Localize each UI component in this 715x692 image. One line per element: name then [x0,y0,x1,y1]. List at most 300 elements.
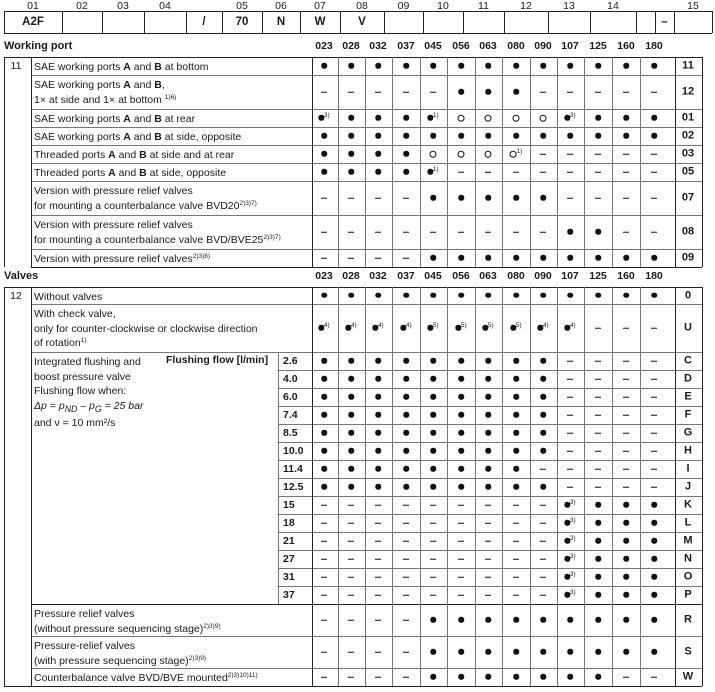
available-dot-icon [458,89,464,95]
availability-cell-107 [567,672,573,683]
not-available-dash-icon [540,231,546,232]
not-available-dash-icon [458,171,464,172]
size-header-032: 032 [369,40,387,52]
available-dot-icon [348,430,354,436]
section-bottom-border [4,686,702,687]
not-available-dash-icon [375,576,381,577]
availability-cell-028 [348,392,354,403]
availability-cell-037 [403,446,409,457]
flushing-formula: $\Delta p = p_{ND} - p_G = 25$ bar [34,399,144,414]
not-available-dash-icon [375,619,381,620]
not-available-dash-icon [348,676,354,677]
availability-cell-180 [651,193,657,204]
not-available-dash-icon [348,651,354,652]
availability-cell-045 [430,500,436,511]
not-available-dash-icon [375,651,381,652]
available-dot-icon [540,195,546,201]
availability-cell-063 [485,464,491,475]
availability-cell-063 [485,149,492,160]
not-available-dash-icon [540,594,546,595]
row-description: Without valves [34,291,103,303]
column-divider [502,57,503,267]
availability-cell-160 [623,410,629,421]
availability-cell-090 [540,87,546,98]
column-divider [640,57,641,267]
not-available-dash-icon [485,171,491,172]
availability-cell-063 [485,87,491,98]
not-available-dash-icon [458,558,464,559]
not-available-dash-icon [403,91,409,92]
availability-cell-180 [651,167,657,178]
available-dot-icon [623,255,629,261]
available-dot-icon [651,592,657,598]
available-dot-icon [513,412,519,418]
availability-cell-045 [430,482,436,493]
availability-cell-023 [321,500,327,511]
option-code: 03 [681,147,695,160]
availability-cell-107 [567,392,573,403]
available-dot-icon [430,358,436,364]
availability-cell-107 [567,290,573,301]
availability-cell-037 [403,615,409,626]
column-divider [338,287,339,686]
availability-cell-023 [321,518,327,529]
not-available-dash-icon [651,432,657,433]
not-available-dash-icon [513,540,519,541]
not-available-dash-icon [430,91,436,92]
availability-cell-107 [567,428,573,439]
flushing-description [34,355,164,431]
not-available-dash-icon [651,486,657,487]
available-dot-icon [485,412,491,418]
not-available-dash-icon [458,594,464,595]
not-available-dash-icon [623,231,629,232]
availability-cell-032 [375,113,381,124]
available-dot-icon [651,133,657,139]
available-dot-icon [403,169,409,175]
not-available-dash-icon [651,197,657,198]
not-available-dash-icon [595,153,601,154]
available-dot-icon [485,376,491,382]
availability-cell-090 [540,290,546,301]
not-available-dash-icon [567,432,573,433]
availability-cell-037 [403,647,409,658]
row-divider [31,163,702,164]
availability-cell-063 [485,615,491,626]
not-available-dash-icon [458,576,464,577]
available-dot-icon [513,63,519,69]
availability-cell-160 [623,615,629,626]
availability-cell-180 [651,410,657,421]
availability-cell-160 [623,356,629,367]
available-dot-icon [430,133,436,139]
availability-cell-045 [430,290,436,301]
not-available-dash-icon [595,396,601,397]
available-dot-icon [485,63,491,69]
table-left-border [4,57,5,267]
footnote-ref: 4) [350,321,357,329]
column-divider [475,287,476,686]
availability-cell-056 [458,193,464,204]
availability-cell-032 [375,615,381,626]
available-dot-icon [430,466,436,472]
availability-cell-023 [321,149,327,160]
header-position-number: 11 [478,0,489,12]
availability-cell-063 [485,113,492,124]
available-dot-icon [567,229,573,235]
availability-cell-023 [321,672,327,683]
not-available-dash-icon [651,91,657,92]
available-dot-icon [485,89,491,95]
availability-cell-063 [485,647,491,658]
availability-cell-023 [321,131,327,142]
availability-cell-080 [513,464,519,475]
availability-cell-063 [485,167,491,178]
availability-cell-063 [485,193,491,204]
size-header-023: 023 [315,40,333,52]
row-divider [278,604,702,605]
availability-cell-125 [595,87,601,98]
row-divider [31,109,702,110]
availability-cell-032 [372,323,383,334]
header-position-number: 10 [437,0,449,12]
not-available-dash-icon [623,396,629,397]
available-dot-icon [651,520,657,526]
available-dot-icon [567,255,573,261]
option-code: S [684,645,692,658]
flushing-flow-value: 15 [283,498,295,511]
availability-cell-028 [348,428,354,439]
not-available-dash-icon [430,522,436,523]
section-title-working-port: Working port [4,40,73,52]
flushing-flow-value: 11.4 [283,462,303,475]
available-dot-icon [595,133,601,139]
not-available-dash-icon [567,360,573,361]
availability-cell-037 [403,672,409,683]
footnote-ref: 3) [569,516,576,524]
row-divider [278,388,702,389]
availability-cell-125 [595,647,601,658]
availability-cell-063 [485,227,491,238]
availability-cell-045 [427,167,438,178]
availability-cell-080 [513,672,519,683]
section-number: 12 [10,289,22,302]
available-dot-icon [540,376,546,382]
availability-cell-032 [375,87,381,98]
flushing-flow-value: 2.6 [283,354,298,367]
availability-cell-125 [595,500,601,511]
availability-cell-032 [375,428,381,439]
availability-cell-045 [427,323,438,334]
availability-cell-107 [567,227,573,238]
not-available-dash-icon [651,231,657,232]
not-available-dash-icon [540,504,546,505]
availability-cell-056 [458,356,464,367]
availability-cell-023 [321,227,327,238]
availability-cell-090 [540,253,546,264]
availability-cell-107 [564,554,575,565]
not-available-dash-icon [321,594,327,595]
availability-cell-045 [430,446,436,457]
option-code: O [683,570,693,583]
available-dot-icon [513,674,519,680]
header-code-value: – [661,16,668,28]
header-position-number: 13 [563,0,575,12]
availability-cell-090 [540,428,546,439]
option-code: H [684,444,692,457]
available-dot-icon [623,574,629,580]
available-dot-icon [623,520,629,526]
header-cell-divider [102,11,103,33]
not-available-dash-icon [403,651,409,652]
available-dot-icon [321,63,327,69]
available-dot-icon [595,293,601,299]
availability-cell-080 [510,149,523,160]
availability-cell-180 [651,356,657,367]
availability-cell-032 [375,392,381,403]
availability-cell-160 [623,374,629,385]
size-header-028: 028 [342,40,360,52]
row-description: Version with pressure relief valves for mounting a counterbalance valve $BVD20^{2)3)7)}$ [34,185,257,212]
column-divider [338,57,339,267]
header-position-number: 06 [275,0,287,12]
availability-cell-028 [345,323,356,334]
available-dot-icon [513,649,519,655]
available-dot-icon [403,394,409,400]
availability-cell-023 [321,253,327,264]
availability-cell-056 [458,131,464,142]
available-dot-icon [595,229,601,235]
available-dot-icon [540,617,546,623]
available-dot-icon [485,617,491,623]
footnote-ref: 4) [377,321,384,329]
column-divider [475,57,476,267]
availability-cell-037 [403,428,409,439]
on-request-ring-icon [540,114,547,121]
available-dot-icon [348,115,354,121]
availability-cell-056 [458,149,465,160]
available-dot-icon [375,448,381,454]
availability-cell-028 [348,615,354,626]
column-divider [584,287,585,686]
availability-cell-180 [651,323,657,334]
availability-cell-032 [375,482,381,493]
availability-cell-056 [458,615,464,626]
flushing-flow-value: 27 [283,552,295,565]
not-available-dash-icon [513,171,519,172]
option-code: G [683,426,693,439]
size-header-032: 032 [369,270,387,282]
size-header-080: 080 [507,40,525,52]
available-dot-icon [458,376,464,382]
row-description: Version with pressure relief valves$^{2)3)8)}$ [34,253,211,265]
available-dot-icon [651,255,657,261]
not-available-dash-icon [348,257,354,258]
available-dot-icon [623,556,629,562]
availability-cell-180 [651,590,657,601]
header-cell-divider [712,11,713,33]
availability-cell-023 [318,323,329,334]
available-dot-icon [458,133,464,139]
availability-cell-023 [321,590,327,601]
grid-right-border [675,287,676,686]
flushing-flow-value: 37 [283,588,295,601]
available-dot-icon [458,195,464,201]
availability-cell-028 [348,227,354,238]
availability-cell-160 [623,554,629,565]
availability-cell-032 [375,464,381,475]
size-header-090: 090 [534,270,552,282]
available-dot-icon [430,412,436,418]
availability-cell-037 [403,113,409,124]
availability-cell-107 [567,374,573,385]
not-available-dash-icon [375,197,381,198]
column-divider [365,57,366,267]
available-dot-icon [375,430,381,436]
column-divider [557,287,558,686]
available-dot-icon [348,133,354,139]
row-divider [31,604,278,605]
availability-cell-160 [623,590,629,601]
availability-cell-080 [513,193,519,204]
header-code-value: A2F [22,16,44,28]
size-header-063: 063 [479,40,497,52]
available-dot-icon [403,115,409,121]
available-dot-icon [513,466,519,472]
availability-cell-028 [348,572,354,583]
availability-cell-063 [485,500,491,511]
availability-cell-107 [564,536,575,547]
not-available-dash-icon [513,231,519,232]
header-cell-divider [548,11,549,33]
flushing-line: Flushing flow when: [34,385,127,398]
not-available-dash-icon [651,378,657,379]
availability-cell-160 [623,323,629,334]
availability-cell-045 [430,87,436,98]
availability-cell-023 [321,392,327,403]
not-available-dash-icon [321,619,327,620]
flushing-flow-value: 8.5 [283,426,298,439]
availability-cell-028 [348,87,354,98]
availability-cell-080 [513,572,519,583]
option-code: K [684,498,692,511]
not-available-dash-icon [485,576,491,577]
row-divider [31,215,702,216]
not-available-dash-icon [348,504,354,505]
not-available-dash-icon [651,676,657,677]
availability-cell-180 [651,113,657,124]
row-divider [278,496,702,497]
not-available-dash-icon [595,468,601,469]
row-divider [278,586,702,587]
available-dot-icon [540,649,546,655]
not-available-dash-icon [567,414,573,415]
availability-cell-028 [348,554,354,565]
availability-cell-080 [513,131,519,142]
not-available-dash-icon [403,231,409,232]
available-dot-icon [348,412,354,418]
availability-cell-080 [513,615,519,626]
footnote-ref: 3) [569,570,576,578]
availability-cell-125 [595,410,601,421]
not-available-dash-icon [540,171,546,172]
availability-cell-032 [375,227,381,238]
availability-cell-160 [623,131,629,142]
row-description: Threaded ports A and B at side, opposite [34,167,227,179]
availability-cell-032 [375,518,381,529]
availability-cell-090 [540,500,546,511]
availability-cell-032 [375,572,381,583]
footnote-ref: 3) [323,111,330,119]
availability-cell-125 [595,356,601,367]
header-position-number: 04 [159,0,171,12]
availability-cell-023 [321,428,327,439]
not-available-dash-icon [321,504,327,505]
availability-cell-080 [513,500,519,511]
not-available-dash-icon [485,558,491,559]
available-dot-icon [485,394,491,400]
availability-cell-090 [540,374,546,385]
availability-cell-028 [348,167,354,178]
footnote-ref: 5) [487,321,494,329]
available-dot-icon [540,255,546,261]
availability-cell-045 [430,518,436,529]
availability-cell-080 [513,167,519,178]
availability-cell-063 [485,536,491,547]
flushing-flow-label: Flushing flow [l/min] [166,354,269,366]
available-dot-icon [403,358,409,364]
column-divider [392,57,393,267]
not-available-dash-icon [623,153,629,154]
available-dot-icon [513,255,519,261]
not-available-dash-icon [375,504,381,505]
availability-cell-180 [651,446,657,457]
availability-cell-037 [403,253,409,264]
available-dot-icon [513,133,519,139]
availability-cell-125 [595,323,601,334]
option-code: C [684,354,692,367]
column-divider [530,287,531,686]
availability-cell-037 [403,61,409,72]
available-dot-icon [513,448,519,454]
available-dot-icon [458,412,464,418]
availability-cell-028 [348,149,354,160]
availability-cell-056 [458,518,464,529]
row-divider [278,442,702,443]
availability-cell-045 [430,356,436,367]
availability-cell-032 [375,61,381,72]
size-header-090: 090 [534,40,552,52]
row-divider [278,424,702,425]
not-available-dash-icon [458,231,464,232]
header-position-number: 12 [520,0,532,12]
availability-cell-023 [321,464,327,475]
row-divider [31,636,702,637]
available-dot-icon [485,448,491,454]
availability-cell-107 [567,482,573,493]
availability-cell-063 [485,446,491,457]
not-available-dash-icon [651,414,657,415]
availability-cell-045 [430,61,436,72]
available-dot-icon [430,255,436,261]
availability-cell-180 [651,87,657,98]
availability-cell-107 [567,446,573,457]
availability-cell-090 [540,149,546,160]
header-position-number: 08 [356,0,368,12]
header-code-value: W [314,16,326,28]
availability-cell-090 [540,518,546,529]
size-header-180: 180 [645,40,663,52]
